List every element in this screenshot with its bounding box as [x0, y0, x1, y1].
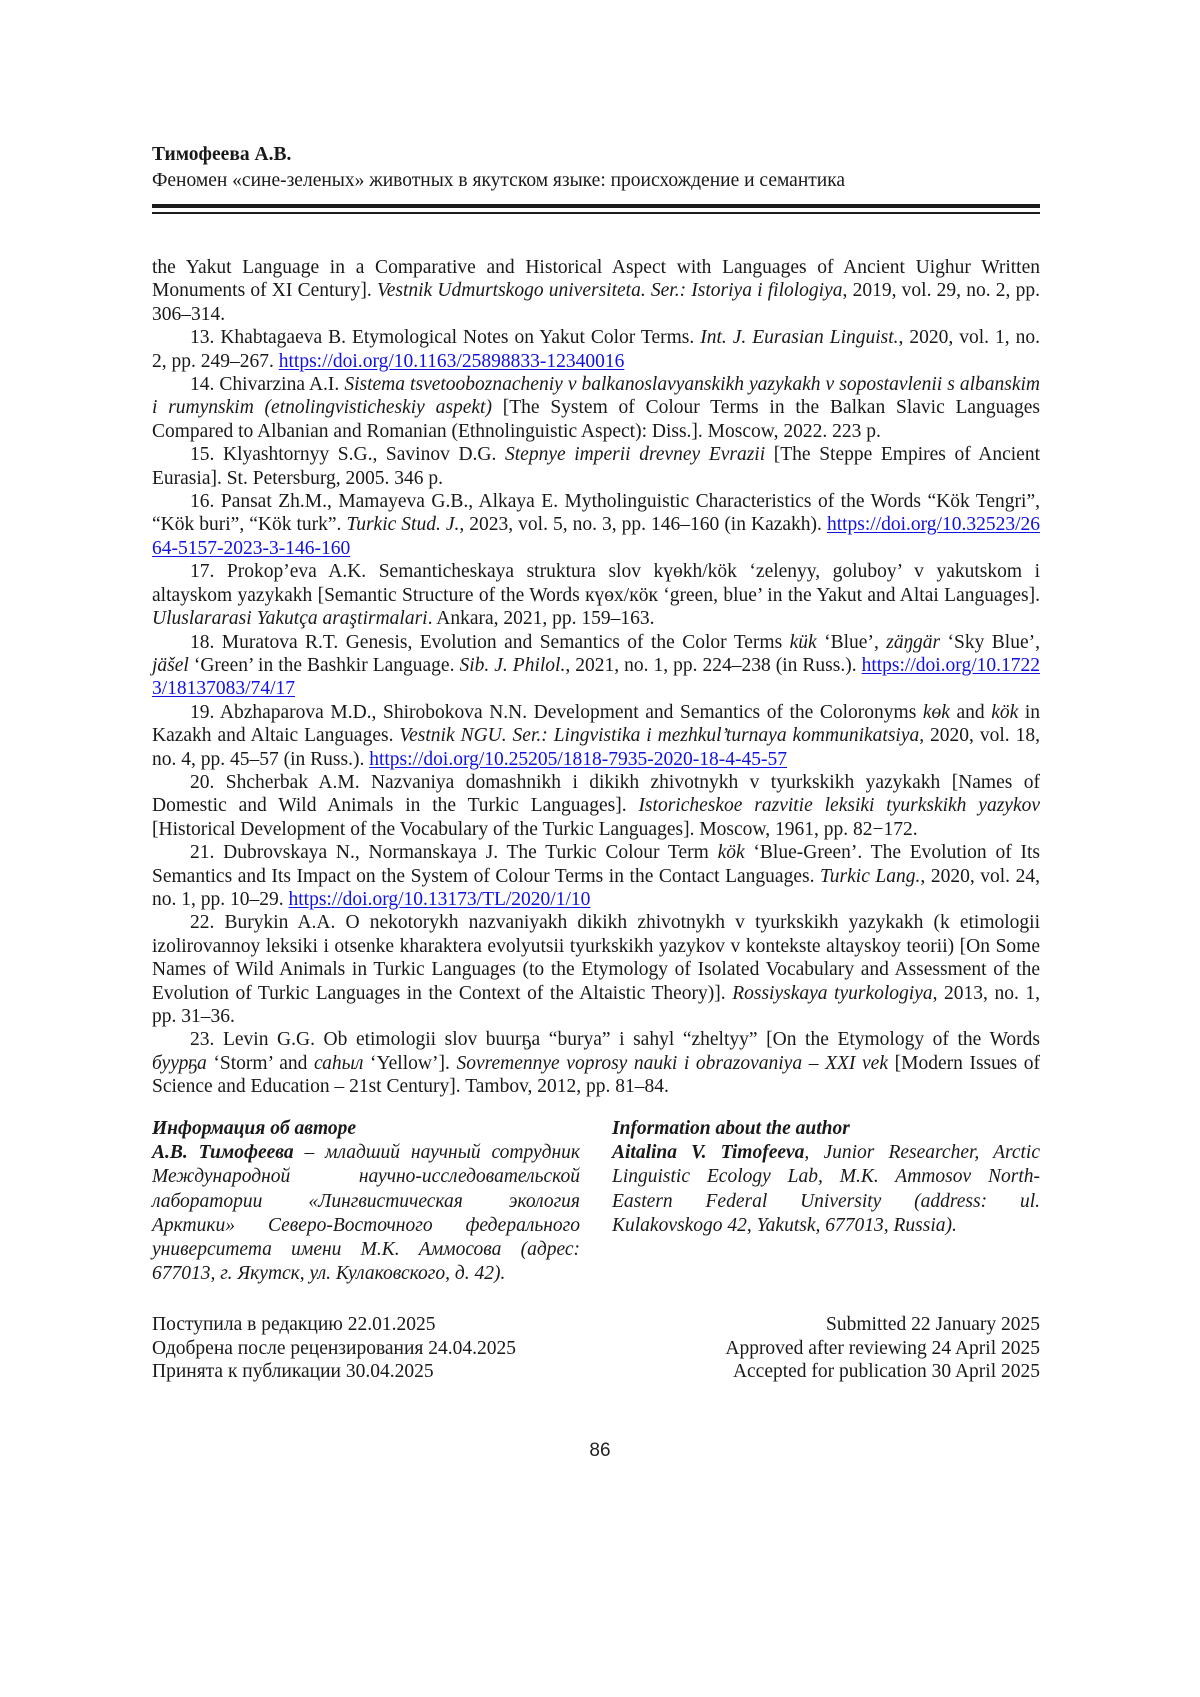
date-submitted-ru: Поступила в редакцию 22.01.2025	[152, 1313, 436, 1335]
ref-text: , 2023, vol. 5, no. 3, pp. 146–160 (in Kazakh).	[459, 514, 827, 536]
reference-item	[152, 841, 1040, 911]
date-accepted-en: Accepted for publication 30 April 2025	[732, 1361, 1040, 1383]
ref-text: , 2020, vol. 18, no. 4, pp. 45–57 (in Russ.).	[152, 725, 1040, 770]
date-approved-ru: Одобрена после рецензирования 24.04.2025	[152, 1337, 517, 1359]
author-name-en: Aitalina V. Timofeeva	[612, 1141, 805, 1163]
ref-text: Turkic Stud. J.	[346, 514, 460, 536]
date-approved-en: Approved after reviewing 24 April 2025	[725, 1337, 1040, 1359]
page-content	[152, 142, 1040, 1384]
ref-text: Sistema tsvetooboznacheniy v balkanoslavyanskikh yazykakh v sopostavlenii s albanskim i rumynskim (etnolingvisticheskiy aspekt)	[152, 374, 1041, 419]
ref-text: Vestnik Udmurtskogo universiteta. Ser.: Istoriya i filologiya	[376, 280, 843, 302]
dates-ru	[152, 1313, 516, 1384]
ref-text: [Historical Development of the Vocabulary of the Turkic Languages]. Moscow, 1961, pp. 82−172.	[152, 818, 918, 840]
ref-text: Sovremennye voprosy nauki i obrazovaniya – XXI vek	[456, 1052, 888, 1074]
ref-text: Vestnik NGU. Ser.: Lingvistika i mezhkul’turnaya kommunikatsiya	[399, 725, 920, 747]
author-details-en: , Junior Researcher, Arctic Linguistic Ecology Lab, M.K. Ammosov North-Eastern Federal University (address: ul. Kulakovskogo 42, Yakutsk, 677013, Russia).	[612, 1141, 1040, 1236]
ref-text: 13. Khabtagaeva B. Etymological Notes on Yakut Color Terms.	[190, 327, 701, 349]
ref-text: 21. Dubrovskaya N., Normanskaya J. The Turkic Colour Term	[190, 842, 718, 864]
reference-item	[152, 443, 1040, 490]
ref-text: 17. Prokop’eva A.K. Semanticheskaya struktura slov kүөkh/kök ‘zelenyy, goluboy’ v yakutskom i altayskom yazykakh [Semantic Structure of the Words күөх/кöк ‘green, blue’ in the Yakut and Altai Languages].	[152, 561, 1040, 606]
author-info-section	[152, 1117, 1040, 1287]
ref-text: , 2019, vol. 29, no. 2, pp. 306–314.	[152, 280, 1040, 325]
reference-list	[152, 256, 1040, 1099]
reference-item	[152, 1028, 1040, 1098]
author-name-ru: А.В. Тимофеева	[152, 1141, 294, 1163]
ref-text: Rossiyskaya tyurkologiya	[732, 982, 933, 1004]
doi-link[interactable]: https://doi.org/10.1163/25898833-12340016	[278, 350, 625, 372]
double-rule	[152, 204, 1040, 214]
ref-text: 14. Chivarzina A.I.	[190, 374, 345, 396]
reference-item	[152, 560, 1040, 630]
author-info-body-en	[612, 1141, 1040, 1238]
ref-text: Istoricheskoe razvitie leksiki tyurkskikh yazykov	[638, 795, 1040, 817]
reference-item	[152, 256, 1040, 326]
author-details-ru: – младший научный сотрудник Международной научно-исследовательской лаборатории «Лингвистическая экология Арктики» Северо-Восточного федерального университета имени М.К. Аммосова (адрес: 677013, г. Якутск, ул. Кулаковского, д. 42).	[152, 1141, 580, 1285]
doi-link[interactable]: https://doi.org/10.32523/2664-5157-2023-3-146-160	[152, 514, 1041, 559]
reference-item	[152, 631, 1040, 701]
ref-text: [The System of Colour Terms in the Balkan Slavic Languages Compared to Albanian and Romanian (Ethnolinguistic Aspect): Diss.]. Moscow, 2022. 223 p.	[152, 397, 1040, 442]
ref-text: саһыл	[314, 1052, 364, 1074]
ref-text: [The Steppe Empires of Ancient Eurasia]. St. Petersburg, 2005. 346 p.	[152, 444, 1041, 489]
ref-text: Uluslararasi Yakutça araştirmalari	[152, 608, 428, 630]
ref-text: ‘Sky Blue’,	[940, 631, 1040, 653]
ref-text: 19. Abzhaparova M.D., Shirobokova N.N. Development and Semantics of the Coloronyms	[190, 701, 923, 723]
ref-text: 16. Pansat Zh.M., Mamayeva G.B., Alkaya E. Mytholinguistic Characteristics of the Words “Kök Tengri”, “Kök buri”, “Kök turk”.	[152, 491, 1040, 536]
reference-item	[152, 701, 1040, 771]
ref-text: , 2020, vol. 1, no. 2, pp. 249–267.	[152, 327, 1040, 372]
ref-text: Turkic Lang.	[820, 865, 921, 887]
ref-text: jäšel	[152, 654, 189, 676]
ref-text: буурҕа	[152, 1052, 207, 1074]
ref-text: , 2021, no. 1, pp. 224–238 (in Russ.).	[565, 654, 862, 676]
ref-text: 18. Muratova R.T. Genesis, Evolution and Semantics of the Color Terms	[190, 631, 790, 653]
author-info-heading-en: Information about the author	[612, 1117, 850, 1139]
ref-text: Sib. J. Philol.	[459, 654, 566, 676]
ref-text: kük	[789, 631, 817, 653]
ref-text: kök	[991, 701, 1019, 723]
author-info-heading-ru: Информация об авторе	[152, 1117, 357, 1139]
doi-link[interactable]: https://doi.org/10.17223/18137083/74/17	[152, 654, 1040, 700]
author-info-ru	[152, 1117, 580, 1287]
dates-section	[152, 1313, 1040, 1384]
ref-text: 15. Klyashtornyy S.G., Savinov D.G.	[190, 444, 506, 466]
ref-text: , 2020, vol. 24, no. 1, pp. 10–29.	[152, 865, 1040, 910]
ref-text: [Modern Issues of Science and Education – 21st Century]. Tambov, 2012, pp. 81–84.	[152, 1052, 1040, 1098]
ref-text: 22. Burykin A.A. O nekotorykh nazvaniyakh dikikh zhivotnykh v tyurkskikh yazykakh (k etimologii izolirovannoy leksiki i otsenke kharaktera evolyutsii tyurkskikh yazykov v kontekste altayskoy teorii) [On Some Names of Wild Animals in Turkic Languages (to the Etymology of Isolated Vocabulary and Assessment of the Evolution of Turkic Languages in the Context of the Altaistic Theory)].	[152, 912, 1040, 1004]
reference-item	[152, 490, 1040, 560]
ref-text: ‘Blue-Green’. The Evolution of Its Semantics and Its Impact on the System of Colour Terms in the Contact Languages.	[152, 842, 1040, 887]
ref-text: ‘Blue’,	[816, 631, 887, 653]
ref-text: Stepnye imperii drevney Evrazii	[505, 444, 766, 466]
ref-text: kök	[717, 842, 745, 864]
ref-text: and	[949, 701, 992, 723]
author-info-en	[612, 1117, 1040, 1287]
ref-text: ‘Storm’ and	[206, 1052, 315, 1074]
date-submitted-en: Submitted 22 January 2025	[826, 1313, 1040, 1335]
rule-bar-thin	[152, 212, 1040, 215]
ref-text: 23. Levin G.G. Ob etimologii slov buurҕa “burya” i sahyl “zheltyy” [On the Etymology of the Words	[190, 1029, 1040, 1051]
author-info-body-ru	[152, 1141, 580, 1287]
ref-text: . Ankara, 2021, pp. 159–163.	[427, 608, 655, 630]
reference-item	[152, 771, 1040, 841]
running-head	[152, 142, 1040, 214]
ref-text: , 2013, no. 1, pp. 31–36.	[152, 982, 1040, 1027]
ref-text: ‘Yellow’].	[363, 1052, 457, 1074]
ref-text: 20. Shcherbak A.M. Nazvaniya domashnikh i dikikh zhivotnykh v tyurkskikh yazykakh [Names of Domestic and Wild Animals in the Turkic Languages].	[152, 771, 1040, 817]
reference-item	[152, 326, 1040, 373]
ref-text: kөk	[922, 701, 950, 723]
running-head-author: Тимофеева А.В.	[152, 144, 292, 165]
reference-item	[152, 911, 1040, 1028]
date-accepted-ru: Принята к публикации 30.04.2025	[152, 1361, 434, 1383]
running-head-title: Феномен «сине-зеленых» животных в якутском языке: происхождение и семантика	[152, 170, 846, 191]
ref-text: in Kazakh and Altaic Languages.	[152, 701, 1041, 747]
ref-text: Int. J. Eurasian Linguist.	[700, 327, 899, 349]
reference-item	[152, 373, 1040, 443]
ref-text: the Yakut Language in a Comparative and Historical Aspect with Languages of Ancient Uighur Written Monuments of XI Century].	[152, 257, 1040, 302]
ref-text: zäŋgär	[886, 631, 941, 653]
dates-en	[725, 1313, 1040, 1384]
doi-link[interactable]: https://doi.org/10.13173/TL/2020/1/10	[288, 888, 591, 910]
doi-link[interactable]: https://doi.org/10.25205/1818-7935-2020-18-4-45-57	[369, 748, 788, 770]
ref-text: ‘Green’ in the Bashkir Language.	[188, 654, 460, 676]
page-number: 86	[589, 1440, 611, 1461]
